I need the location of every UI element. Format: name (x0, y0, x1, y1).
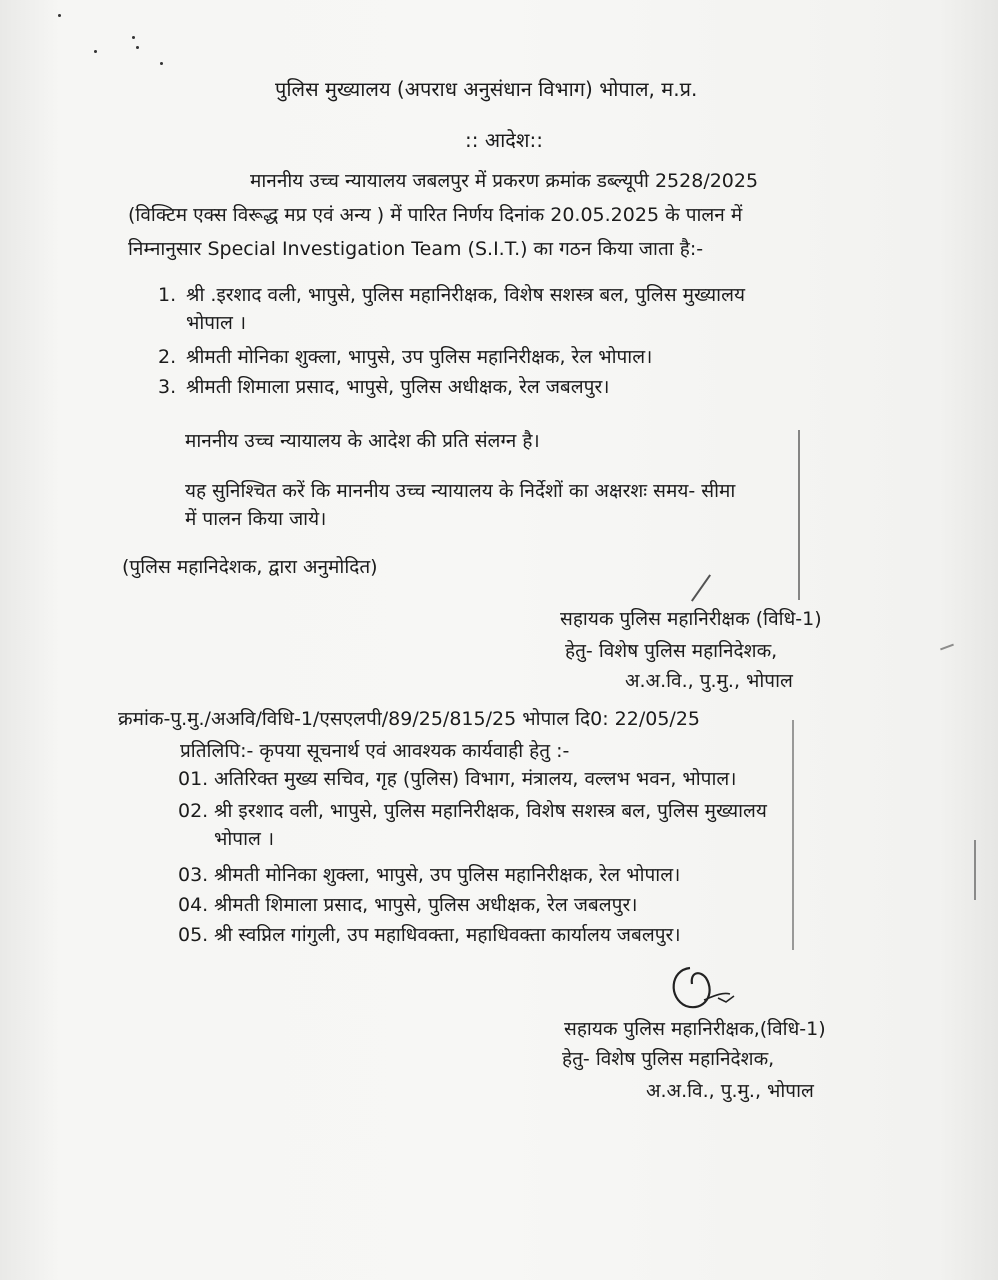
approval-note: (पुलिस महानिदेशक, द्वारा अनुमोदित) (122, 556, 378, 578)
scan-fold-line (798, 430, 800, 600)
copy-1-line1: अतिरिक्त मुख्य सचिव, गृह (पुलिस) विभाग, मंत्रालय, वल्लभ भवन, भोपाल। (214, 768, 737, 790)
handwritten-signature (660, 950, 770, 1020)
sig2-office: अ.अ.वि., पु.मु., भोपाल (646, 1080, 814, 1102)
signature-stroke (691, 574, 711, 601)
scan-speck (136, 46, 139, 49)
member-3-line1: श्रीमती शिमाला प्रसाद, भापुसे, पुलिस अधीक्षक, रेल जबलपुर। (186, 376, 610, 398)
copy-2-line1: श्री इरशाद वली, भापुसे, पुलिस महानिरीक्षक, विशेष सशस्त्र बल, पुलिस मुख्यालय (214, 800, 767, 822)
para1-line1: माननीय उच्च न्यायालय जबलपुर में प्रकरण क्रमांक डब्ल्यूपी 2528/2025 (250, 170, 759, 192)
scan-fold-line (792, 720, 794, 950)
copy-number: 04. (178, 894, 209, 916)
para1-line2: (विक्टिम एक्स विरूद्ध मप्र एवं अन्य ) में पारित निर्णय दिनांक 20.05.2025 के पालन में (128, 204, 743, 226)
scan-speck (132, 36, 135, 39)
copy-number: 03. (178, 864, 209, 886)
copy-number: 02. (178, 800, 209, 822)
member-number: 2. (158, 346, 177, 368)
copy-number: 05. (178, 924, 209, 946)
para1-line3: निम्नानुसार Special Investigation Team (S.I.T.) का गठन किया जाता है:- (128, 238, 704, 260)
copy-number: 01. (178, 768, 209, 790)
sig1-on-behalf: हेतु- विशेष पुलिस महानिदेशक, (565, 640, 778, 662)
member-1-line2: भोपाल । (186, 312, 247, 334)
scan-speck (58, 14, 61, 17)
attach-note: माननीय उच्च न्यायालय के आदेश की प्रति संलग्न है। (185, 430, 540, 452)
member-1-line1: श्री .इरशाद वली, भापुसे, पुलिस महानिरीक्षक, विशेष सशस्त्र बल, पुलिस मुख्यालय (186, 284, 745, 306)
member-number: 3. (158, 376, 177, 398)
copy-5-line1: श्री स्वप्निल गांगुली, उप महाधिवक्ता, महाधिवक्ता कार्यालय जबलपुर। (214, 924, 681, 946)
reference-number: क्रमांक-पु.मु./अअवि/विधि-1/एसएलपी/89/25/815/25 भोपाल दि0: 22/05/25 (118, 708, 700, 730)
scan-edge-line (974, 840, 976, 900)
copy-4-line1: श्रीमती शिमाला प्रसाद, भापुसे, पुलिस अधीक्षक, रेल जबलपुर। (214, 894, 638, 916)
ensure-line2: में पालन किया जाये। (185, 508, 327, 530)
sig2-on-behalf: हेतु- विशेष पुलिस महानिदेशक, (562, 1048, 775, 1070)
copy-3-line1: श्रीमती मोनिका शुक्ला, भापुसे, उप पुलिस महानिरीक्षक, रेल भोपाल। (214, 864, 681, 886)
sig2-designation: सहायक पुलिस महानिरीक्षक,(विधि-1) (564, 1018, 826, 1040)
sig1-office: अ.अ.वि., पु.मु., भोपाल (625, 670, 793, 692)
scan-speck (160, 62, 163, 65)
scan-speck (94, 50, 97, 53)
copy-intro: प्रतिलिपि:- कृपया सूचनार्थ एवं आवश्यक कार्यवाही हेतु :- (180, 740, 570, 762)
sig1-designation: सहायक पुलिस महानिरीक्षक (विधि-1) (560, 608, 822, 630)
scan-mark (940, 644, 954, 651)
order-title: :: आदेश:: (465, 128, 543, 152)
member-number: 1. (158, 284, 177, 306)
member-2-line1: श्रीमती मोनिका शुक्ला, भापुसे, उप पुलिस महानिरीक्षक, रेल भोपाल। (186, 346, 653, 368)
copy-2-line2: भोपाल । (214, 828, 275, 850)
ensure-line1: यह सुनिश्चित करें कि माननीय उच्च न्यायालय के निर्देशों का अक्षरशः समय- सीमा (185, 480, 736, 502)
office-heading: पुलिस मुख्यालय (अपराध अनुसंधान विभाग) भोपाल, म.प्र. (275, 77, 698, 101)
